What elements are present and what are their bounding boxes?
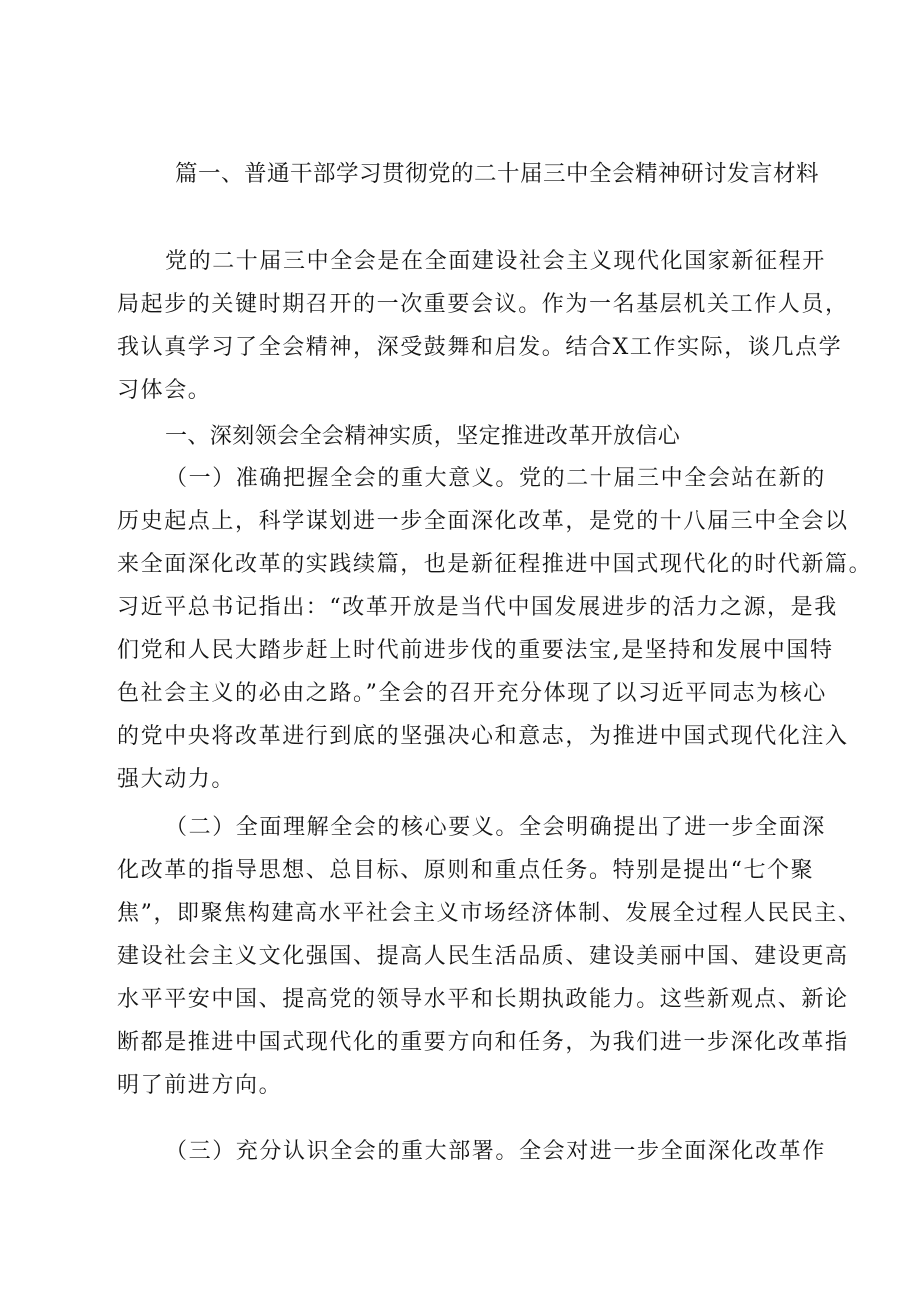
para-2-line-4: 建设社会主义文化强国、提高人民生活品质、建设美丽中国、建设更高 — [117, 944, 849, 969]
para-2-line-1: （二）全面理解全会的核心要义。全会明确提出了进一步全面深 — [165, 815, 826, 840]
para-2-line-7: 明了前进方向。 — [117, 1073, 283, 1098]
para-1-line-2: 历史起点上，科学谋划进一步全面深化改革，是党的十八届三中全会以 — [117, 509, 849, 534]
intro-line-3: 我认真学习了全会精神，深受鼓舞和启发。结合X工作实际，谈几点学 — [117, 335, 843, 360]
para-1-line-4: 习近平总书记指出：“改革开放是当代中国发展进步的活力之源，是我 — [117, 595, 838, 620]
para-1-line-8: 强大动力。 — [117, 767, 236, 792]
para-1-line-5: 们党和人民大踏步赶上时代前进步伐的重要法宝,是坚持和发展中国特 — [117, 638, 834, 663]
intro-line-4: 习体会。 — [117, 378, 212, 403]
para-1-line-3: 来全面深化改革的实践续篇，也是新征程推进中国式现代化的时代新篇。 — [117, 552, 873, 577]
intro-line-2: 局起步的关键时期召开的一次重要会议。作为一名基层机关工作人员， — [117, 292, 849, 317]
para-2-line-3: 焦”，即聚焦构建高水平社会主义市场经济体制、发展全过程人民民主、 — [117, 901, 862, 926]
para-3-line-1: （三）充分认识全会的重大部署。全会对进一步全面深化改革作 — [165, 1139, 826, 1164]
para-1-line-7: 的党中央将改革进行到底的坚强决心和意志，为推进中国式现代化注入 — [117, 724, 849, 749]
para-2-line-2: 化改革的指导思想、总目标、原则和重点任务。特别是提出“七个聚 — [117, 858, 815, 883]
document-title: 篇一、普通干部学习贯彻党的二十届三中全会精神研讨发言材料 — [175, 161, 820, 187]
intro-line-1: 党的二十届三中全会是在全面建设社会主义现代化国家新征程开 — [165, 249, 826, 274]
para-2-line-6: 断都是推进中国式现代化的重要方向和任务，为我们进一步深化改革指 — [117, 1030, 849, 1055]
para-2-line-5: 水平平安中国、提高党的领导水平和长期执政能力。这些新观点、新论 — [117, 987, 849, 1012]
section-1-heading: 一、深刻领会全会精神实质，坚定推进改革开放信心 — [165, 424, 681, 449]
para-1-line-6: 色社会主义的必由之路。”全会的召开充分体现了以习近平同志为核心 — [117, 681, 827, 706]
para-1-line-1: （一）准确把握全会的重大意义。党的二十届三中全会站在新的 — [165, 466, 826, 491]
